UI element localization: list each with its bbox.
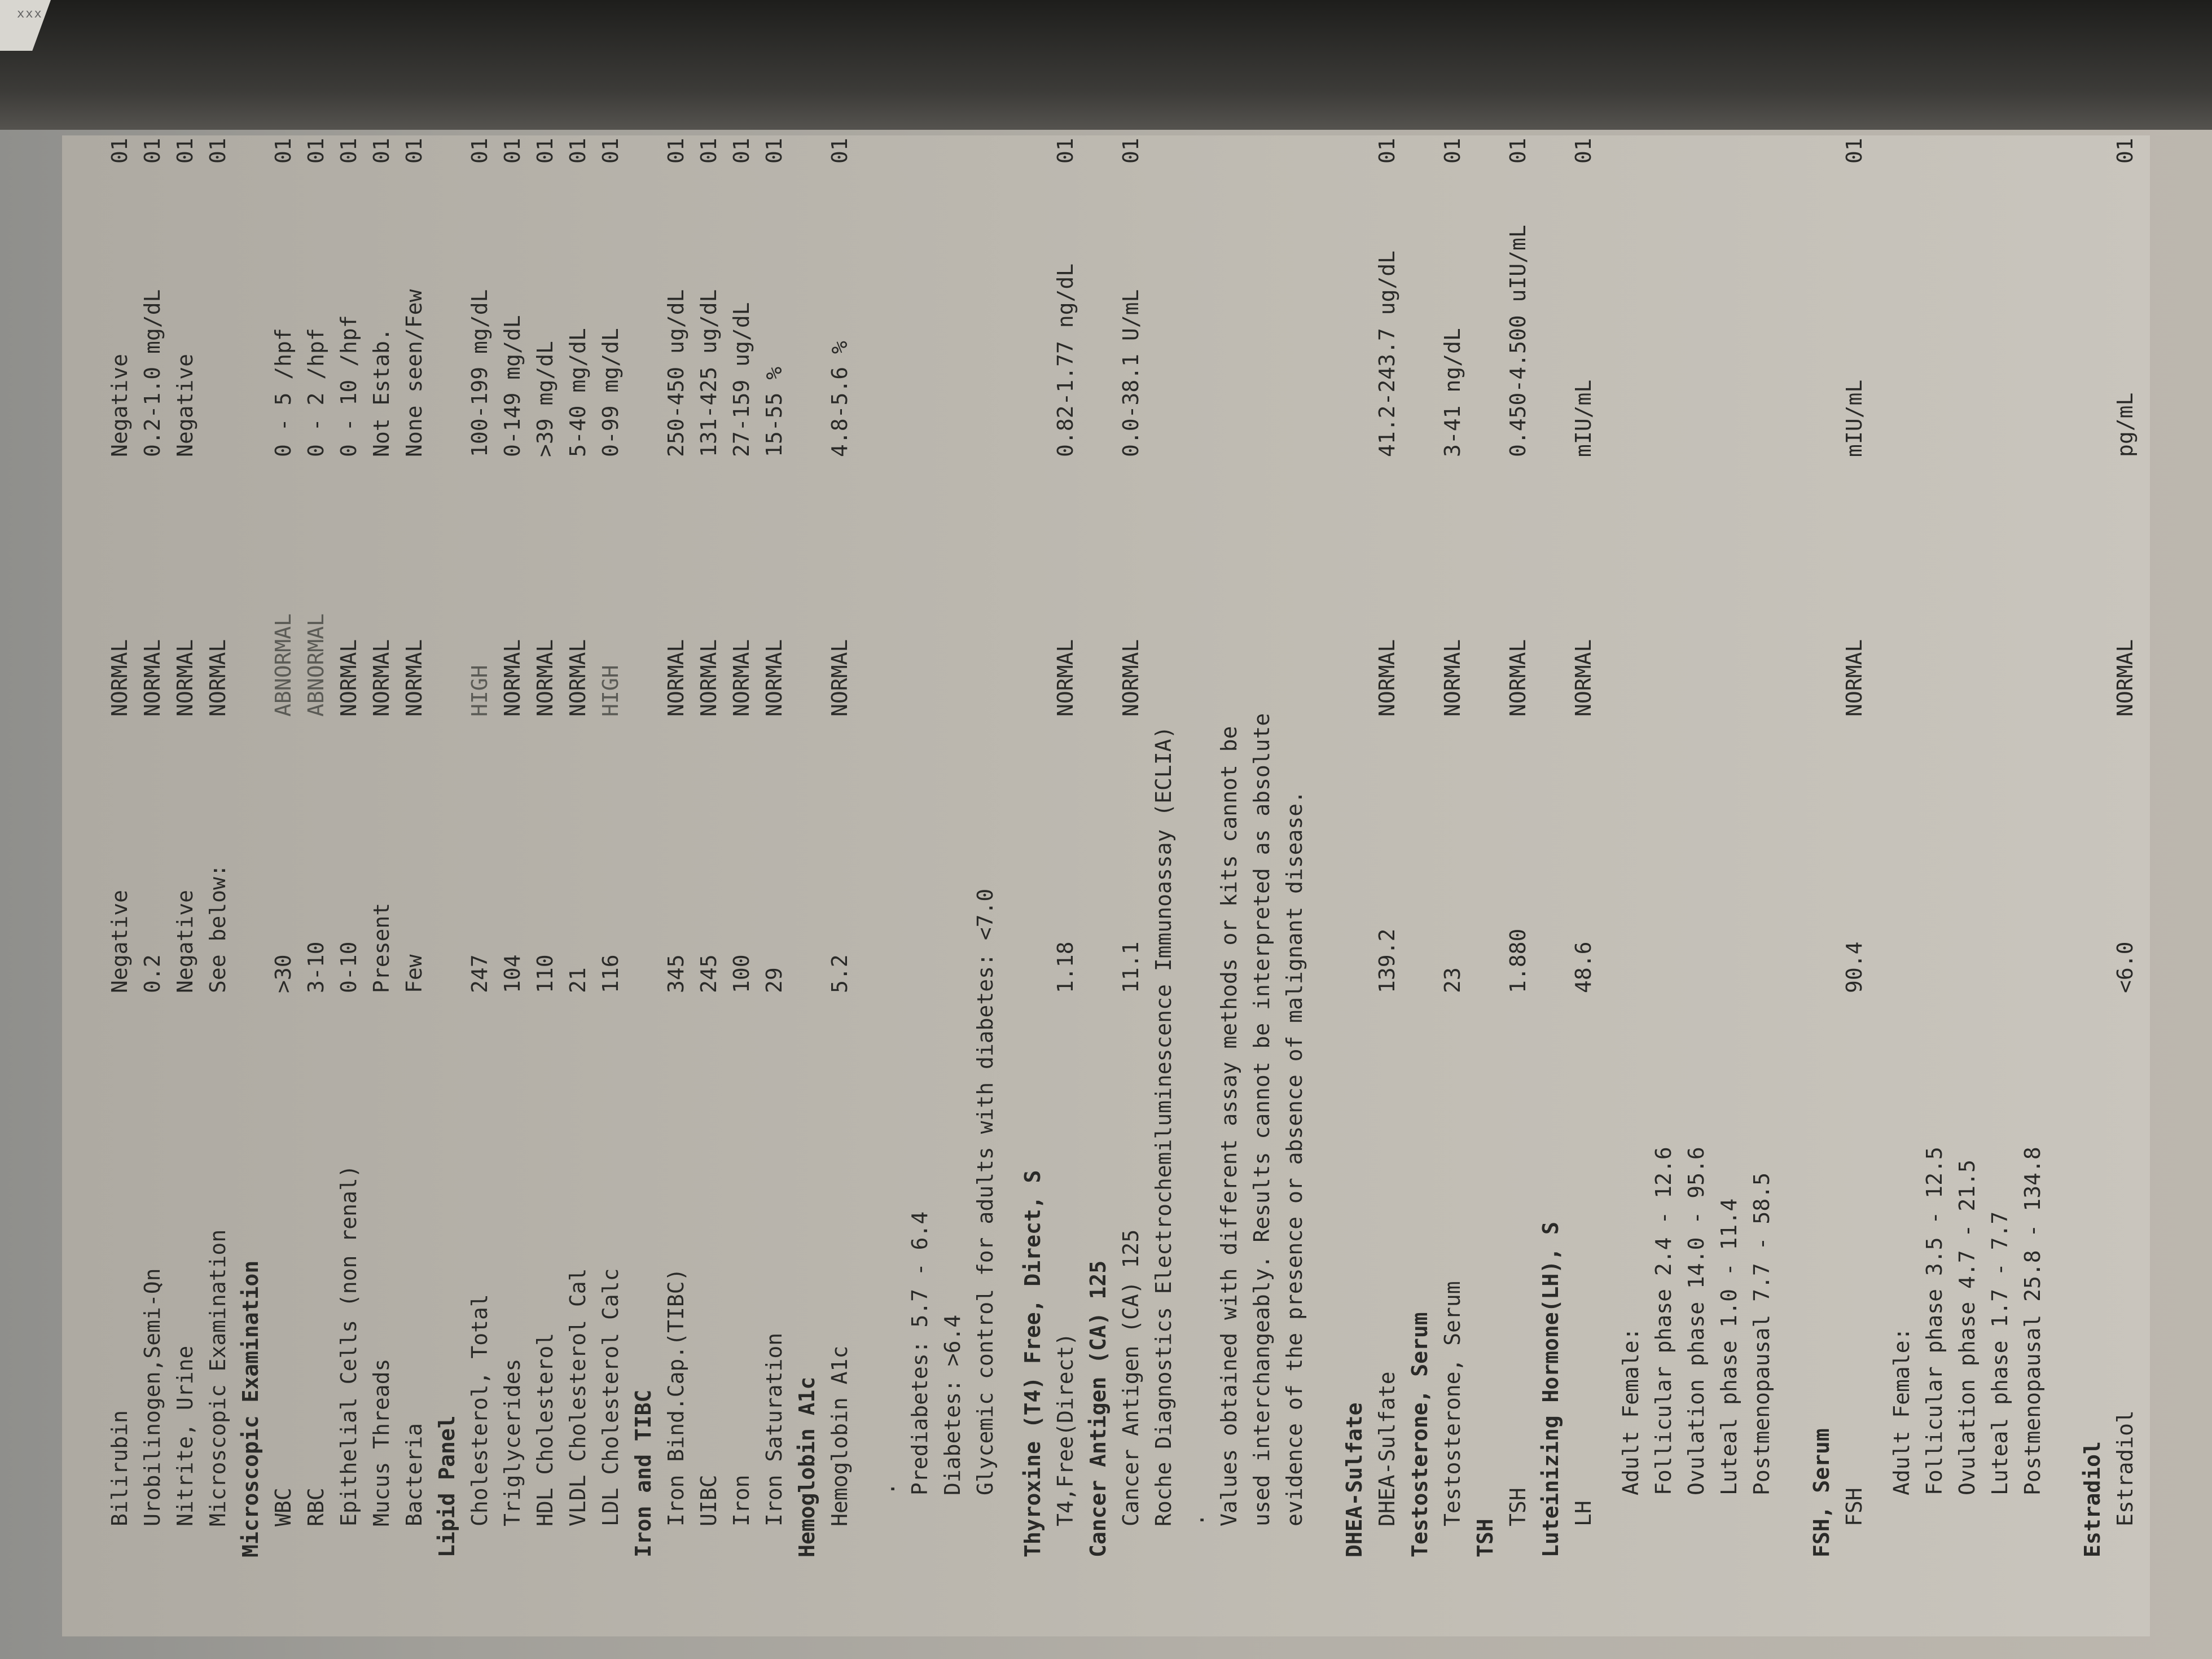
test-result: 100 bbox=[729, 954, 754, 993]
test-reference: pg/mL bbox=[2113, 392, 2138, 457]
test-result: 48.6 bbox=[1571, 941, 1596, 993]
lab-code: 01 bbox=[467, 138, 492, 164]
lab-code: 01 bbox=[729, 138, 754, 164]
test-name: Microscopic Examination bbox=[205, 1229, 230, 1526]
test-reference: 100-199 mg/dL bbox=[467, 289, 492, 457]
note-text: Luteal phase 1.7 - 7.7 bbox=[1987, 1211, 2012, 1495]
note-text: Ovulation phase 14.0 - 95.6 bbox=[1684, 1147, 1709, 1495]
lab-code: 01 bbox=[2113, 138, 2138, 164]
lab-report-page bbox=[62, 135, 2150, 1636]
test-reference: 0.450-4.500 uIU/mL bbox=[1506, 225, 1530, 457]
corner-mark: xxx bbox=[17, 7, 43, 21]
note-text: Prediabetes: 5.7 - 6.4 bbox=[907, 1211, 932, 1495]
lab-code: 01 bbox=[402, 138, 427, 164]
note-text: Diabetes: >6.4 bbox=[940, 1314, 965, 1495]
test-result: Present bbox=[369, 902, 394, 993]
lab-code: 01 bbox=[664, 138, 688, 164]
test-flag: NORMAL bbox=[140, 639, 165, 717]
lab-code: 01 bbox=[827, 138, 852, 164]
test-flag: NORMAL bbox=[1506, 639, 1530, 717]
section-title: DHEA-Sulfate bbox=[1342, 1402, 1367, 1557]
test-reference: 0.2-1.0 mg/dL bbox=[140, 289, 165, 457]
section-title: Hemoglobin A1c bbox=[795, 1376, 819, 1557]
test-name: Iron Bind.Cap.(TIBC) bbox=[664, 1268, 688, 1526]
test-name: Mucus Threads bbox=[369, 1358, 394, 1526]
test-reference: 0.82-1.77 ng/dL bbox=[1053, 263, 1078, 457]
lab-code: 01 bbox=[107, 138, 132, 164]
test-flag: NORMAL bbox=[1842, 639, 1867, 717]
section-title: Luteinizing Hormone(LH), S bbox=[1538, 1222, 1563, 1557]
test-flag: NORMAL bbox=[173, 639, 198, 717]
test-result: Negative bbox=[107, 889, 132, 993]
section-title: TSH bbox=[1473, 1518, 1498, 1557]
lab-code: 01 bbox=[1053, 138, 1078, 164]
test-name: LH bbox=[1571, 1500, 1596, 1526]
test-reference: 131-425 ug/dL bbox=[696, 289, 721, 457]
test-reference: 0.0-38.1 U/mL bbox=[1118, 289, 1143, 457]
lab-code: 01 bbox=[271, 138, 296, 164]
section-title: Microscopic Examination bbox=[238, 1260, 263, 1557]
test-flag: NORMAL bbox=[533, 639, 558, 717]
test-name: Iron bbox=[729, 1474, 754, 1526]
test-flag: NORMAL bbox=[696, 639, 721, 717]
test-name: WBC bbox=[271, 1487, 296, 1526]
test-result: Negative bbox=[173, 889, 198, 993]
lab-code: 01 bbox=[336, 138, 361, 164]
lab-code: 01 bbox=[173, 138, 198, 164]
test-flag: NORMAL bbox=[2113, 639, 2138, 717]
lab-code: 01 bbox=[565, 138, 590, 164]
note-text: Follicular phase 3.5 - 12.5 bbox=[1922, 1147, 1947, 1495]
section-title: Cancer Antigen (CA) 125 bbox=[1086, 1260, 1111, 1557]
test-reference: 5-40 mg/dL bbox=[565, 328, 590, 457]
note-header: Adult Female: bbox=[1618, 1327, 1643, 1495]
test-reference: 27-159 ug/dL bbox=[729, 302, 754, 457]
test-result: <6.0 bbox=[2113, 941, 2138, 993]
test-reference: mIU/mL bbox=[1571, 379, 1596, 457]
test-reference: 0-149 mg/dL bbox=[500, 315, 525, 457]
test-name: DHEA-Sulfate bbox=[1375, 1371, 1399, 1526]
test-reference: 0 - 5 /hpf bbox=[271, 328, 296, 457]
test-reference: 4.8-5.6 % bbox=[827, 341, 852, 457]
note-dot: . bbox=[875, 1482, 899, 1495]
section-title: Iron and TIBC bbox=[631, 1389, 656, 1557]
test-result: 139.2 bbox=[1375, 928, 1399, 993]
lab-code: 01 bbox=[1571, 138, 1596, 164]
lab-code: 01 bbox=[598, 138, 623, 164]
lab-code: 01 bbox=[140, 138, 165, 164]
test-name: Hemoglobin A1c bbox=[827, 1345, 852, 1526]
note-text: evidence of the presence or absence of malignant disease. bbox=[1282, 790, 1307, 1526]
test-flag: NORMAL bbox=[1053, 639, 1078, 717]
note-text: Ovulation phase 4.7 - 21.5 bbox=[1955, 1160, 1980, 1495]
test-flag: NORMAL bbox=[336, 639, 361, 717]
test-flag: NORMAL bbox=[1118, 639, 1143, 717]
test-flag: NORMAL bbox=[729, 639, 754, 717]
lab-code: 01 bbox=[1375, 138, 1399, 164]
test-name: Urobilinogen,Semi-Qn bbox=[140, 1268, 165, 1526]
test-result: 0.2 bbox=[140, 954, 165, 993]
test-name: T4,Free(Direct) bbox=[1053, 1332, 1078, 1526]
test-reference: mIU/mL bbox=[1842, 379, 1867, 457]
test-result: Few bbox=[402, 954, 427, 993]
test-name: Triglycerides bbox=[500, 1358, 525, 1526]
test-flag: ABNORMAL bbox=[304, 613, 328, 717]
test-flag: NORMAL bbox=[402, 639, 427, 717]
test-result: 104 bbox=[500, 954, 525, 993]
test-result: 29 bbox=[762, 967, 787, 993]
test-flag: HIGH bbox=[598, 665, 623, 717]
test-name: VLDL Cholesterol Cal bbox=[565, 1268, 590, 1526]
test-result: 247 bbox=[467, 954, 492, 993]
test-flag: NORMAL bbox=[1375, 639, 1399, 717]
test-reference: 15-55 % bbox=[762, 366, 787, 457]
test-name: Epithelial Cells (non renal) bbox=[336, 1165, 361, 1526]
test-flag: NORMAL bbox=[565, 639, 590, 717]
test-result: 1.18 bbox=[1053, 941, 1078, 993]
test-result: 21 bbox=[565, 967, 590, 993]
test-name: UIBC bbox=[696, 1474, 721, 1526]
test-reference: Not Estab. bbox=[369, 328, 394, 457]
lab-code: 01 bbox=[1440, 138, 1465, 164]
test-name: RBC bbox=[304, 1487, 328, 1526]
test-name: Nitrite, Urine bbox=[173, 1345, 198, 1526]
test-reference: None seen/Few bbox=[402, 289, 427, 457]
test-flag: NORMAL bbox=[107, 639, 132, 717]
note-header: Adult Female: bbox=[1889, 1327, 1914, 1495]
section-title: Lipid Panel bbox=[434, 1415, 459, 1557]
section-title: Testosterone, Serum bbox=[1407, 1312, 1432, 1557]
test-name: FSH bbox=[1842, 1487, 1867, 1526]
note-text: Luteal phase 1.0 - 11.4 bbox=[1717, 1198, 1741, 1495]
test-reference: Negative bbox=[107, 353, 132, 457]
lab-code: 01 bbox=[205, 138, 230, 164]
test-flag: NORMAL bbox=[1440, 639, 1465, 717]
test-reference: Negative bbox=[173, 353, 198, 457]
method-text: Roche Diagnostics Electrochemiluminescence Immunoassay (ECLIA) bbox=[1151, 726, 1176, 1526]
test-name: HDL Cholesterol bbox=[533, 1332, 558, 1526]
test-result: See below: bbox=[205, 864, 230, 993]
note-text: Postmenopausal 25.8 - 134.8 bbox=[2020, 1147, 2045, 1495]
test-result: 1.880 bbox=[1506, 928, 1530, 993]
test-flag: NORMAL bbox=[762, 639, 787, 717]
test-result: 0-10 bbox=[336, 941, 361, 993]
note-text: Glycemic control for adults with diabetes: <7.0 bbox=[973, 888, 998, 1495]
test-name: Cholesterol, Total bbox=[467, 1294, 492, 1526]
test-flag: HIGH bbox=[467, 665, 492, 717]
note-text: Values obtained with different assay methods or kits cannot be bbox=[1217, 726, 1241, 1526]
test-result: 3-10 bbox=[304, 941, 328, 993]
lab-code: 01 bbox=[696, 138, 721, 164]
lab-code: 01 bbox=[533, 138, 558, 164]
test-reference: >39 mg/dL bbox=[533, 341, 558, 457]
note-text: used interchangeably. Results cannot be interpreted as absolute bbox=[1249, 713, 1274, 1526]
test-result: 90.4 bbox=[1842, 941, 1867, 993]
test-result: 345 bbox=[664, 954, 688, 993]
note-text: Postmenopausal 7.7 - 58.5 bbox=[1749, 1173, 1774, 1495]
lab-code: 01 bbox=[500, 138, 525, 164]
lab-code: 01 bbox=[762, 138, 787, 164]
test-result: >30 bbox=[271, 954, 296, 993]
test-name: TSH bbox=[1506, 1487, 1530, 1526]
test-flag: NORMAL bbox=[369, 639, 394, 717]
test-flag: NORMAL bbox=[664, 639, 688, 717]
lab-code: 01 bbox=[369, 138, 394, 164]
dark-background-edge bbox=[0, 0, 2212, 130]
test-name: LDL Cholesterol Calc bbox=[598, 1268, 623, 1526]
test-result: 110 bbox=[533, 954, 558, 993]
section-title: Estradiol bbox=[2080, 1441, 2105, 1557]
test-reference: 0 - 10 /hpf bbox=[336, 315, 361, 457]
test-name: Bacteria bbox=[402, 1423, 427, 1526]
test-result: 23 bbox=[1440, 967, 1465, 993]
test-reference: 41.2-243.7 ug/dL bbox=[1375, 250, 1399, 457]
test-flag: NORMAL bbox=[1571, 639, 1596, 717]
test-result: 11.1 bbox=[1118, 941, 1143, 993]
test-name: Testosterone, Serum bbox=[1440, 1281, 1465, 1526]
test-reference: 0-99 mg/dL bbox=[598, 328, 623, 457]
test-reference: 3-41 ng/dL bbox=[1440, 328, 1465, 457]
test-flag: NORMAL bbox=[827, 639, 852, 717]
test-name: Iron Saturation bbox=[762, 1332, 787, 1526]
test-flag: ABNORMAL bbox=[271, 613, 296, 717]
test-flag: NORMAL bbox=[205, 639, 230, 717]
lab-code: 01 bbox=[1842, 138, 1867, 164]
test-result: 116 bbox=[598, 954, 623, 993]
test-name: Bilirubin bbox=[107, 1410, 132, 1526]
lab-code: 01 bbox=[1506, 138, 1530, 164]
section-title: Thyroxine (T4) Free, Direct, S bbox=[1020, 1170, 1045, 1557]
test-result: 245 bbox=[696, 954, 721, 993]
test-reference: 0 - 2 /hpf bbox=[304, 328, 328, 457]
lab-code: 01 bbox=[304, 138, 328, 164]
test-result: 5.2 bbox=[827, 954, 852, 993]
test-name: Estradiol bbox=[2113, 1410, 2138, 1526]
test-flag: NORMAL bbox=[500, 639, 525, 717]
note-dot: . bbox=[1184, 1513, 1209, 1526]
note-text: Follicular phase 2.4 - 12.6 bbox=[1651, 1147, 1676, 1495]
test-reference: 250-450 ug/dL bbox=[664, 289, 688, 457]
test-name: Cancer Antigen (CA) 125 bbox=[1118, 1229, 1143, 1526]
section-title: FSH, Serum bbox=[1809, 1428, 1834, 1557]
lab-code: 01 bbox=[1118, 138, 1143, 164]
